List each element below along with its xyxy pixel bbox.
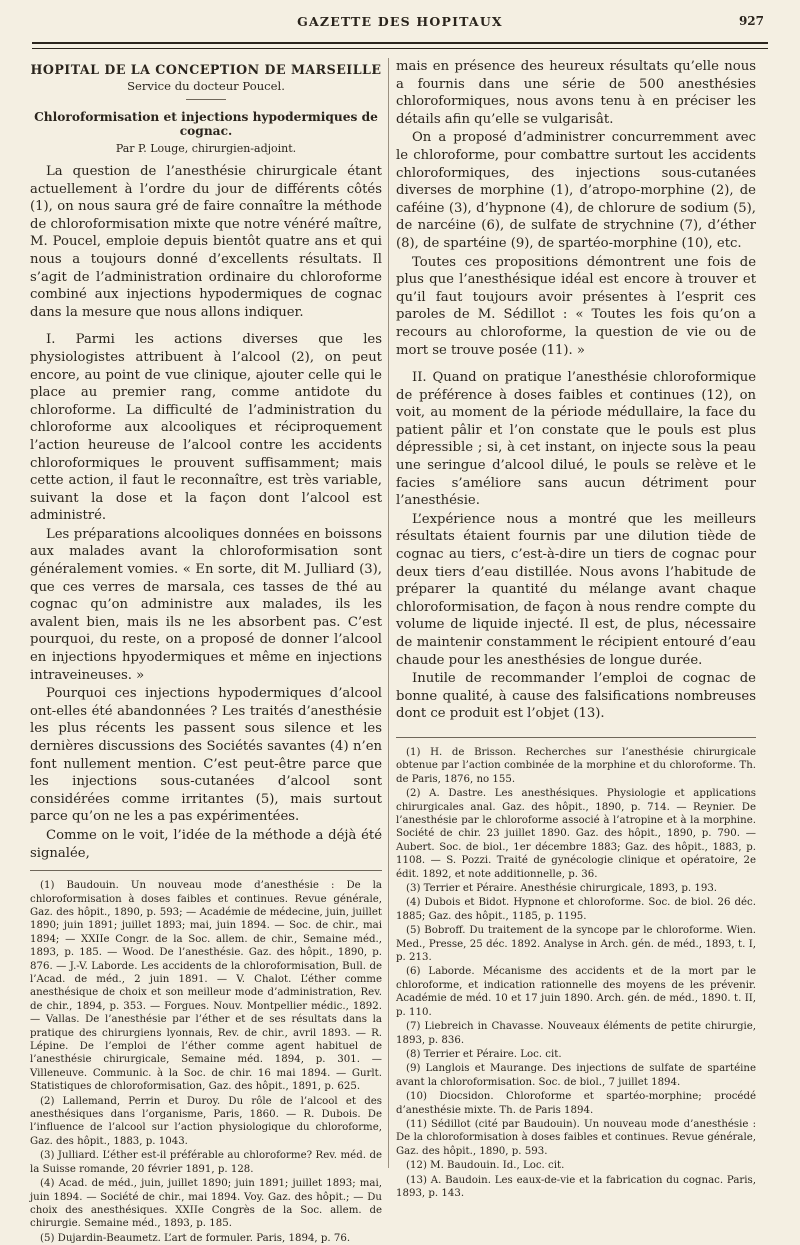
paragraph: On a proposé d’administrer concurremment avec le chloroforme, pour combattre surtout les accidents chloroformiques, des injections sous-cutanées diverses de morphine (1), d’atropo-morphine (2), de caféine (3), d’hypnone (4), de chlorure de sodium (5), de narcéine (6), de sulfate de strychnine (7), d’éther (8), de spartéine (9), de spartéo-morphine (10), etc. <box>396 130 756 251</box>
page-number: 927 <box>738 14 764 28</box>
footnote: (9) Langlois et Maurange. Des injections de sulfate de spartéine avant la chloroformisation. Soc. de biol., 7 juillet 1894. <box>396 1063 756 1088</box>
paragraph: II. Quand on pratique l’anesthésie chloroformique de préférence à doses faibles et continues (12), on voit, au moment de la période médullaire, la face du patient pâlir et l’on constate que le pouls est plus dépressible ; si, à cet instant, on injecte sous la peau une seringue d’alcool dilué, le pouls se relève et le facies s’améliore sans aucun détriment pour l’anesthésie. <box>396 370 756 509</box>
footnote: (5) Bobroff. Du traitement de la syncope par le chloroforme. Wien. Med., Presse, 25 déc. 1892. Analyse in Arch. gén. de méd., 1893, t. I, p. 213. <box>396 925 756 964</box>
footnote: (2) Lallemand, Perrin et Duroy. Du rôle de l’alcool et des anesthésiques dans l’organisme, Paris, 1860. — R. Dubois. De l’influence de l’alcool sur l’action physiologique du chloroforme, Gaz. des hôpit., 1883, p. 1043. <box>30 1095 382 1147</box>
column-divider <box>388 58 389 1168</box>
footnote: (6) Laborde. Mécanisme des accidents et de la mort par le chloroforme, et indication rationnelle des moyens de les prévenir. Académie de méd. 10 et 17 juin 1890. Arch. gén. de méd., 1890. t. II, p. 110. <box>396 966 756 1018</box>
footnote: (7) Liebreich in Chavasse. Nouveaux éléments de petite chirurgie, 1893, p. 836. <box>396 1021 756 1046</box>
footnote: (13) A. Baudoin. Les eaux-de-vie et la fabrication du cognac. Paris, 1893, p. 143. <box>396 1174 756 1199</box>
paragraph: mais en présence des heureux résultats qu’elle nous a fournis dans une série de 500 anesthésies chloroformiques, nous avons tenu à en préciser les détails afin qu’elle se vulgarisât. <box>396 59 756 127</box>
article-author: Par P. Louge, chirurgien-adjoint. <box>115 142 297 155</box>
footnotes-left <box>30 870 382 1245</box>
paragraph: Les préparations alcooliques données en boissons aux malades avant la chloroformisation sont généralement vomies. « En sorte, dit M. Julliard (3), que ces verres de marsala, ces tasses de thé au cognac qu’on administre aux malades, ils les avalent bien, mais ils ne les absorbent pas. C’est pourquoi, du reste, on a proposé de donner l’alcool en injections hpyodermiques et même en injections intraveineuses. » <box>30 526 382 683</box>
right-column <box>396 58 756 1199</box>
footnote: (1) Baudouin. Un nouveau mode d’anesthésie : De la chloroformisation à doses faibles et continues. Revue générale, Gaz. des hôpit., 1890, p. 593; — Académie de médecine, juin, juillet 1890; juin 1891; juillet 1893; mai, juin 1894. — Soc. de chir., mai 1894; — XXIIe Congr. de la Soc. allem. de chir., Semaine méd., 1893, p. 185. — Wood. De l’anesthésie. Gaz. des hôpit., 1890, p. 876. — J.-V. Laborde. Les accidents de la chloroformisation, Bull. de l’Acad. de méd., 2 juin 1891. — V. Chalot. L’éther comme anesthésique de choix et son meilleur mode d’administration, Rev. de chir., 1894, p. 353. — Forgues. Nouv. Montpellier médic., 1892. — Vallas. De l’anesthésie par l’éther et de ses résultats dans la pratique des chirurgiens lyonnais, Rev. de chir., avril 1893. — R. Lépine. De l’emploi de l’éther comme agent habituel de l’anesthésie chirurgicale, Semaine méd. 1894, p. 301. — Villeneuve. Communic. à la Soc. de chir. 16 mai 1894. — Gurlt. Statistiques de chloroformisation, Gaz. des hôpit., 1891, p. 625. <box>30 880 382 1093</box>
page-header <box>32 14 768 34</box>
paragraph: Inutile de recommander l’emploi de cognac de bonne qualité, à cause des falsifications nombreuses dont ce produit est l’objet (13). <box>396 671 756 722</box>
spacer <box>30 321 382 331</box>
footnote: (3) Terrier et Péraire. Anesthésie chirurgicale, 1893, p. 193. <box>406 883 718 895</box>
header-rule <box>32 42 768 44</box>
footnote: (3) Julliard. L’éther est-il préférable au chloroforme? Rev. méd. de la Suisse romande, 20 février 1891, p. 128. <box>30 1150 382 1175</box>
paragraph: Pourquoi ces injections hypodermiques d’alcool ont-elles été abandonnées ? Les traités d’anesthésie les plus récents les passent sous silence et les dernières discussions des Sociétés savantes (4) n’en font nullement mention. C’est peut-être parce que les injections sous-cutanées d’alcool sont considérées comme irritantes (5), mais surtout parce qu’on ne les a pas expérimentées. <box>30 686 382 825</box>
header-rule-thin <box>32 48 768 49</box>
footnote: (10) Diocsidon. Chloroforme et spartéo-morphine; procédé d’anesthésie mixte. Th. de Paris 1894. <box>396 1091 756 1116</box>
footnote: (2) A. Dastre. Les anesthésiques. Physiologie et applications chirurgicales anal. Gaz. des hôpit., 1890, p. 714. — Reynier. De l’anesthésie par le chloroforme associé à l’atropine et à la morphine. Société de chir. 23 juillet 1890. Gaz. des hôpit., 1890, p. 790. — Aubert. Soc. de biol., 1er décembre 1883; Gaz. des hôpit., 1883, p. 1108. — S. Pozzi. Traité de gynécologie clinique et opératoire, 2e édit. 1892, et note additionnelle, p. 36. <box>396 788 756 880</box>
footnotes-right <box>396 737 756 1200</box>
article-title: Chloroformisation et injections hypodermiques de cognac. <box>34 110 378 138</box>
spacer <box>396 359 756 369</box>
footnote: (12) M. Baudouin. Id., Loc. cit. <box>406 1160 565 1172</box>
paragraph: La question de l’anesthésie chirurgicale étant actuellement à l’ordre du jour de différents côtés (1), on nous saura gré de faire connaître la méthode de chloroformisation mixte que notre vénéré maître, M. Poucel, emploie depuis bientôt quatre ans et qui nous a toujours donné d’excellents résultats. Il s’agit de l’administration ordinaire du chloroforme combiné aux injections hypodermiques de cognac dans la mesure que nous allons indiquer. <box>30 164 382 320</box>
footnote: (11) Sédillot (cité par Baudouin). Un nouveau mode d’anesthésie : De la chloroformisation à doses faibles et continues. Revue générale, Gaz. des hôpit., 1890, p. 593. <box>396 1118 756 1157</box>
article-body-left <box>30 163 382 862</box>
article-body-right <box>396 58 756 723</box>
paragraph: Toutes ces propositions démontrent une fois de plus que l’anesthésique idéal est encore à trouver et qu’il faut toujours avoir présentes à l’esprit ces paroles de M. Sédillot : « Toutes les fois qu’on a recours au chloroforme, la question de vie ou de mort se trouve posée (11). » <box>396 254 756 358</box>
journal-title: GAZETTE DES HOPITAUX <box>297 14 503 29</box>
paragraph: I. Parmi les actions diverses que les physiologistes attribuent à l’alcool (2), on peut encore, au point de vue clinique, ajouter celle qui le place au premier rang, comme antidote du chloroforme. La difficulté de l’administration du chloroforme aux alcooliques et réciproquement l’action heureuse de l’alcool contre les accidents chloroformiques le prouvent suffisamment; mais cette action, il faut le reconnaître, est très variable, suivant la dose et la façon dont l’alcool est administré. <box>30 332 382 524</box>
paragraph: L’expérience nous a montré que les meilleurs résultats étaient fournis par une dilution tiède de cognac au tiers, c’est-à-dire un tiers de cognac pour deux tiers d’eau distillée. Nous avons l’habitude de préparer la quantité du mélange avant chaque chloroformisation, de façon à nous rendre compte du volume de liquide injecté. Il est, de plus, nécessaire de maintenir constamment le récipient entouré d’eau chaude pour les anesthésies de longue durée. <box>396 511 756 668</box>
paragraph: Comme on le voit, l’idée de la méthode a déjà été signalée, <box>30 827 382 861</box>
hospital-heading: HOPITAL DE LA CONCEPTION DE MARSEILLE <box>30 62 382 77</box>
footnote: (1) H. de Brisson. Recherches sur l’anesthésie chirurgicale obtenue par l’action combinée de la morphine et du chloroforme. Th. de Paris, 1876, no 155. <box>396 746 756 785</box>
service-line: Service du docteur Poucel. <box>127 79 285 93</box>
footnote: (5) Dujardin-Beaumetz. L’art de formuler. Paris, 1894, p. 76. <box>40 1232 351 1244</box>
left-column <box>30 58 382 1244</box>
short-divider <box>186 99 226 100</box>
footnote: (4) Acad. de méd., juin, juillet 1890; juin 1891; juillet 1893; mai, juin 1894. — Société de chir., mai 1894. Voy. Gaz. des hôpit.; — Du choix des anesthésiques. XXIIe Congrès de la Soc. allem. de chirurgie. Semaine méd., 1893, p. 185. <box>30 1178 382 1230</box>
footnote: (4) Dubois et Bidot. Hypnone et chloroforme. Soc. de biol. 26 déc. 1885; Gaz. des hôpit., 1185, p. 1195. <box>396 897 756 922</box>
footnote: (8) Terrier et Péraire. Loc. cit. <box>406 1048 562 1060</box>
